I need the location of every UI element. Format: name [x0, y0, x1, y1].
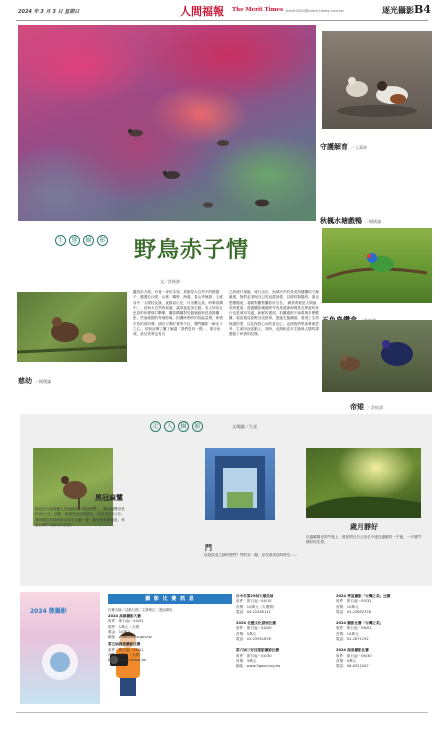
forest-scene: [306, 448, 421, 518]
contest-title: 2024 北藝文化發展比賽: [236, 621, 277, 626]
contest-line: 電話：06-6321047: [336, 664, 369, 669]
caption-credit: ／楊樸謙: [35, 379, 51, 384]
contest-line: 首獎：3萬元: [236, 658, 257, 663]
pheasant-birds: [322, 320, 432, 392]
contest-title: 第五屆鹿港攝影比賽: [108, 642, 141, 647]
contest-title: 2024 風景攝影比賽: [336, 648, 369, 653]
newspaper-logo: 人間福報: [180, 5, 224, 18]
contest-line: 收件：即日起－04/30: [236, 626, 272, 631]
category-char: 生: [55, 235, 66, 246]
item-title: 歲月靜好: [350, 522, 378, 531]
contest-line: 電話：02-23652378: [336, 609, 371, 614]
category-char: 攝: [178, 421, 189, 432]
caption-top-right: [320, 134, 367, 153]
contest-title: 台中市第29屆大墩美展: [236, 594, 274, 598]
contest-line: 收件：即日起－04/30: [236, 653, 272, 658]
contest-line: 收件：即日起－05/31: [336, 599, 372, 604]
duck-silhouettes: [18, 25, 316, 221]
section2-byline: 文與圖／大光: [232, 424, 258, 429]
contest-line: 首獎：3萬元（大獎）: [108, 653, 143, 658]
contest-line: 徵件：1萬元／大獎: [108, 624, 140, 629]
feature-body-col2: 己的流行規態，流行由自，而城市中的鳥受到棲鷹的干擾嚴重，牠們必須與自己的直盡加強，以便同類聽到，還也想變隨產，看顧對觀察攝影好自在。 網鳥將最是人間最美的畫面，透過攝影鏡頭將外的鳥視線與飛鳥交實當時鳥行也是城市安適，新鮮的畫面，拍攝過程不論環境多麼艱難，視鳥遇見會吸完成使命，透過生態鏡頭，展現了生命無盡的愛，以及保鳥心切的善良心，也使我們學會尊重思考，生命因而更動人，同時，也期盼更多生態與人類的課題留下珍貴的紀錄。: [229, 290, 319, 337]
feature-byline: 文／許桂漳: [160, 279, 180, 284]
contest-line: 電話：04-22280111: [236, 609, 271, 614]
barbet-bird: [322, 228, 432, 303]
contest-line: 收件：即日起－04/01: [108, 619, 144, 624]
contest-col-2: [236, 594, 332, 670]
door-scene: [205, 448, 275, 520]
photo-barbet: [322, 228, 432, 303]
chick-birds: [322, 31, 432, 129]
nest-bird: [17, 292, 127, 362]
footer-rule: [16, 712, 428, 713]
item-text: 在溫暖陽光的午後上，晨星們日日人扮走令達在溫暖的一午後，一片遊門靜好的光景。: [306, 535, 421, 545]
contest-line: 電話：02-2671192: [336, 637, 369, 642]
contest-line: 電話：02-25951676: [236, 637, 271, 642]
contest-line: 網址：www.3good.org.tw: [236, 664, 281, 669]
caption-credit: ／楊樸謙: [365, 219, 381, 224]
item-text: 棲息於台南美麗文化園區的「美冠麻鷺」，紫冠麻鷺身長約47公分，前額、頭頂至冠羽與黑色，冠羽長約5公分。通常棲息在低海拔山區至山腳一帶，屬於保育類留鳥，常是台灣罕見稀有的鳥類。: [35, 507, 125, 527]
contact-url: merit2000@merit-times.com.tw: [286, 9, 344, 13]
contest-line: 獎金：10萬元: [108, 629, 131, 634]
caption-left: [18, 368, 51, 387]
contest-title: 2024 華夏攝影「台灣之美」比賽: [336, 594, 391, 598]
caption-title: 帝雉: [350, 402, 364, 411]
photo-chicks: [322, 31, 432, 129]
contest-line: 首獎：10萬元: [336, 631, 359, 636]
feature-body-col1: 觀鳥於天際，有著一身好本領，鳥類是大自然中的精靈子，隨遇於沙漠、山林、曠野、海邊、春山秀嶺靜，王維詩中「人閒桂花落，夜靜春山空，月出驚山鳥，時鳴春澗中」，鳥與大自然的和諧，讓春夜更加生動。有人形容五色鳥的叫聲像打擊樂，攝影構圖對於動態藝術是鳥類攝影，然而細節的每個影像，拍攝時們時的鳥能量聲，珍惜引你的鳥叫聲，捕於月間盯著等不住，獨門攝影一瞬赤子之心。 按和這傳了攝了解讓「我們是同一國」，重分捨城，鳥兒其實也有自: [133, 290, 223, 337]
category-char: 態: [69, 235, 80, 246]
caption-title: 慈幼: [18, 376, 32, 385]
category-char: 影: [97, 235, 108, 246]
contest-line: 首獎：5萬元: [336, 658, 357, 663]
section2-category: [150, 421, 230, 433]
item-title: 門: [205, 543, 212, 552]
masthead: [16, 3, 431, 20]
category-char: 走: [150, 421, 161, 432]
contest-line: 網址：www.photo.gov.tw: [108, 635, 152, 640]
contest-title: 2024 攝影比賽「台灣之美」: [336, 621, 384, 626]
contest-line: 首獎：10萬元（大墩獎）: [236, 604, 277, 609]
contest-banner: 攝 影 比 賽 訊 息: [108, 594, 232, 604]
contest-intro: 比賽名稱／活動日期／主辦單位／連結網址: [108, 608, 173, 612]
main-photo-autumn-pond: [18, 25, 316, 221]
photo-nesting-bird: [17, 292, 127, 362]
contest-line: 首獎：5萬元: [236, 631, 257, 636]
section-name: 逐光攝影: [382, 6, 414, 15]
contest-line: 首獎：10萬元: [336, 604, 359, 609]
magazine-title: 2024 微攝影: [30, 608, 67, 615]
photo-quiet-years: [306, 448, 421, 518]
feature-title: 野鳥赤子情: [134, 237, 250, 263]
contest-line: 收件：即日起－04/15: [236, 599, 272, 604]
category-char: 影: [192, 421, 203, 432]
caption-title: 守護解育: [320, 142, 348, 151]
caption-main: [320, 208, 381, 227]
feature-category: [55, 235, 135, 247]
contest-line: 收件：即日起－06/30: [336, 653, 372, 658]
newspaper-logo-en: The Merit Times: [232, 7, 284, 13]
caption-credit: ／許桂漳: [367, 405, 383, 410]
photo-pheasant: [322, 320, 432, 392]
contest-title: 2024 高雄攝影大賽: [108, 614, 141, 618]
contest-line: 網址：www.lukang.tw: [108, 658, 146, 663]
contest-col-1: [108, 614, 188, 664]
contest-title: 第六屆三好佳電影攝影比賽: [236, 648, 280, 653]
caption-credit: ／王萬坤: [351, 145, 367, 150]
header-rule: [16, 20, 428, 21]
category-char: 入: [164, 421, 175, 432]
issue-date: 2024 年 3 月 3 日 星期日: [18, 9, 80, 15]
page-number: B4: [414, 3, 431, 16]
contest-line: 收件：即日起－04/01: [108, 647, 144, 652]
caption-right3: [350, 394, 383, 413]
category-char: 攝: [83, 235, 94, 246]
item-text: 這是欲至之跡的慢門？門的另一端，存在著美好的時空……: [204, 553, 298, 557]
item-title: 黑冠麻鷺: [95, 493, 123, 502]
caption-title: 秋楓水塘戲鴨: [320, 216, 362, 225]
photo-door: [205, 448, 275, 520]
contest-col-3: [336, 594, 432, 670]
contest-line: 收件：即日起－06/01: [336, 626, 372, 631]
magazine-cover: [20, 592, 100, 704]
